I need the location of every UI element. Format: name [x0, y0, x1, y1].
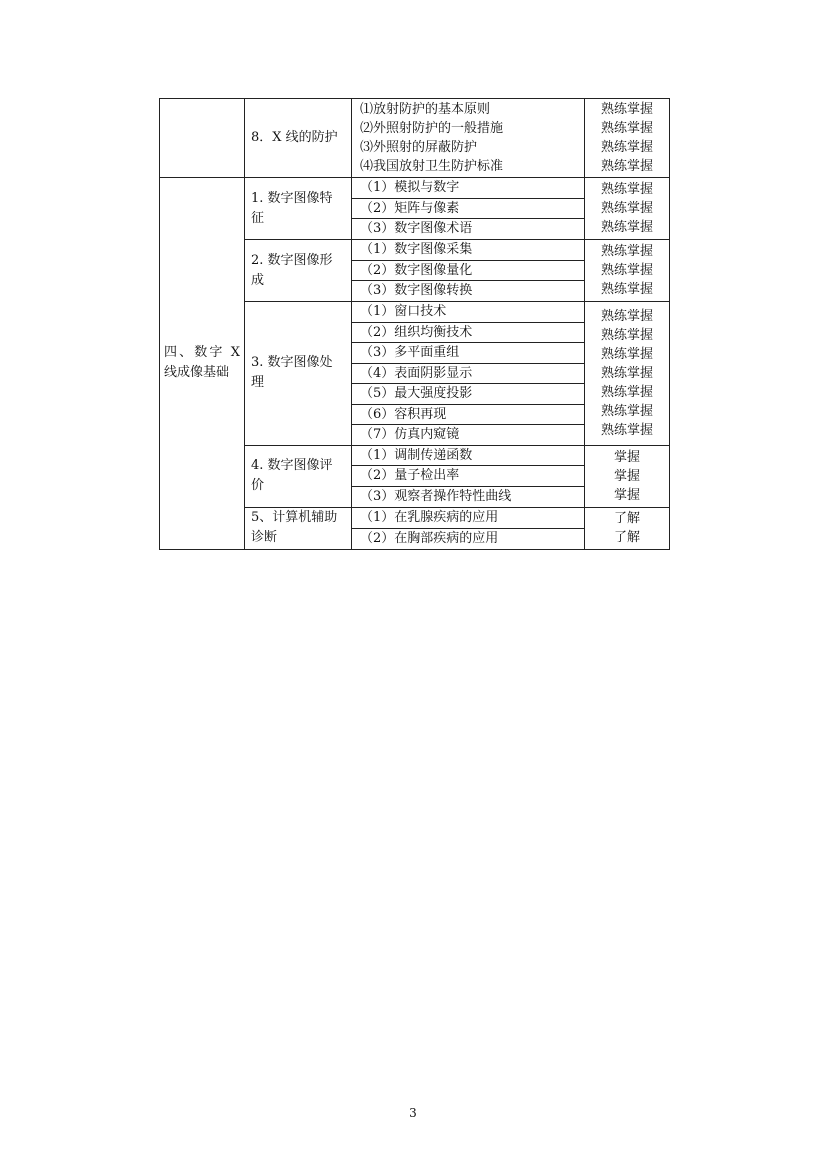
topic-cell [245, 507, 352, 549]
level-cell [585, 445, 670, 507]
topic-label: 5、计算机辅助诊断 [251, 510, 338, 545]
level-text: 熟练掌握 [600, 220, 653, 235]
list-item: （2）数字图像量化 [352, 260, 584, 281]
list-item: （2）在胸部疾病的应用 [360, 530, 499, 546]
level-text: 熟练掌握 [600, 384, 653, 400]
list-item: （1）在乳腺疾病的应用 [352, 508, 584, 528]
item-subtable [352, 302, 584, 445]
list-item: （1）数字图像采集 [352, 240, 584, 260]
list-item: （3）观察者操作特性曲线 [360, 488, 512, 504]
level-text: 熟练掌握 [600, 102, 653, 117]
items-cell [352, 445, 585, 507]
topic-cell [245, 445, 352, 507]
category-label: 四、数字 X 线成像基础 [164, 345, 240, 381]
list-item: （3）多平面重组 [352, 343, 584, 364]
level-text: 熟练掌握 [600, 365, 653, 381]
item-subtable [352, 508, 584, 548]
level-text: 掌握 [613, 449, 640, 465]
topic-cell [245, 240, 352, 302]
syllabus-table [159, 98, 670, 550]
topic-label: 2. 数字图像形成 [251, 252, 333, 288]
level-cell [585, 178, 670, 240]
list-item: ⑴放射防护的基本原则 [360, 102, 491, 117]
topic-cell [245, 302, 352, 446]
topic-label: 4. 数字图像评价 [251, 458, 333, 493]
level-text: 熟练掌握 [600, 121, 653, 136]
list-item: （2）矩阵与像素 [352, 198, 584, 219]
items-cell [352, 507, 585, 549]
topic-cell [245, 178, 352, 240]
level-text: 熟练掌握 [600, 346, 653, 362]
level-cell [585, 302, 670, 446]
topic-label: 1. 数字图像特征 [251, 190, 333, 226]
level-cell [585, 240, 670, 302]
list-item: ⑷我国放射卫生防护标准 [360, 159, 504, 174]
list-item: （2）组织均衡技术 [352, 322, 584, 343]
level-text: 了解 [613, 511, 640, 526]
item-subtable [352, 446, 584, 507]
level-text: 熟练掌握 [600, 201, 653, 216]
level-text: 熟练掌握 [600, 140, 653, 155]
level-text: 熟练掌握 [600, 182, 653, 197]
table-row [160, 99, 670, 178]
list-item: （6）容积再现 [352, 404, 584, 425]
item-subtable [352, 178, 584, 239]
list-item: （1）调制传递函数 [352, 446, 584, 466]
list-item: ⑵外照射防护的一般措施 [360, 121, 504, 136]
list-item: （7）仿真内窥镜 [360, 427, 460, 442]
level-text: 熟练掌握 [600, 282, 653, 297]
level-text: 熟练掌握 [600, 263, 653, 278]
list-item: ⑶外照射的屏蔽防护 [360, 140, 478, 155]
level-cell [585, 507, 670, 549]
table-row [160, 178, 670, 240]
level-text: 了解 [613, 530, 640, 545]
list-item: （1）模拟与数字 [352, 178, 584, 198]
items-cell [352, 240, 585, 302]
list-item: （1）窗口技术 [352, 302, 584, 322]
topic-cell [245, 99, 352, 178]
items-cell [352, 178, 585, 240]
level-text: 掌握 [613, 468, 640, 484]
topic-label: 3. 数字图像处理 [251, 355, 333, 391]
category-cell-empty [160, 99, 245, 178]
page-number: 3 [409, 1106, 417, 1120]
list-item: （5）最大强度投影 [352, 384, 584, 405]
level-cell [585, 99, 670, 178]
items-cell [352, 302, 585, 446]
level-text: 熟练掌握 [600, 422, 653, 438]
level-text: 熟练掌握 [600, 308, 653, 324]
level-text: 掌握 [613, 487, 640, 503]
list-item: （4）表面阴影显示 [352, 363, 584, 384]
topic-label: 8．X 线的防护 [251, 130, 338, 145]
list-item: （3）数字图像术语 [360, 221, 473, 237]
list-item: （3）数字图像转换 [360, 283, 473, 299]
level-text: 熟练掌握 [600, 159, 653, 174]
list-item: （2）量子检出率 [352, 466, 584, 487]
level-text: 熟练掌握 [600, 403, 653, 419]
level-text: 熟练掌握 [600, 327, 653, 343]
level-text: 熟练掌握 [600, 244, 653, 259]
items-cell [352, 99, 585, 178]
item-subtable [352, 240, 584, 301]
category-cell [160, 178, 245, 550]
